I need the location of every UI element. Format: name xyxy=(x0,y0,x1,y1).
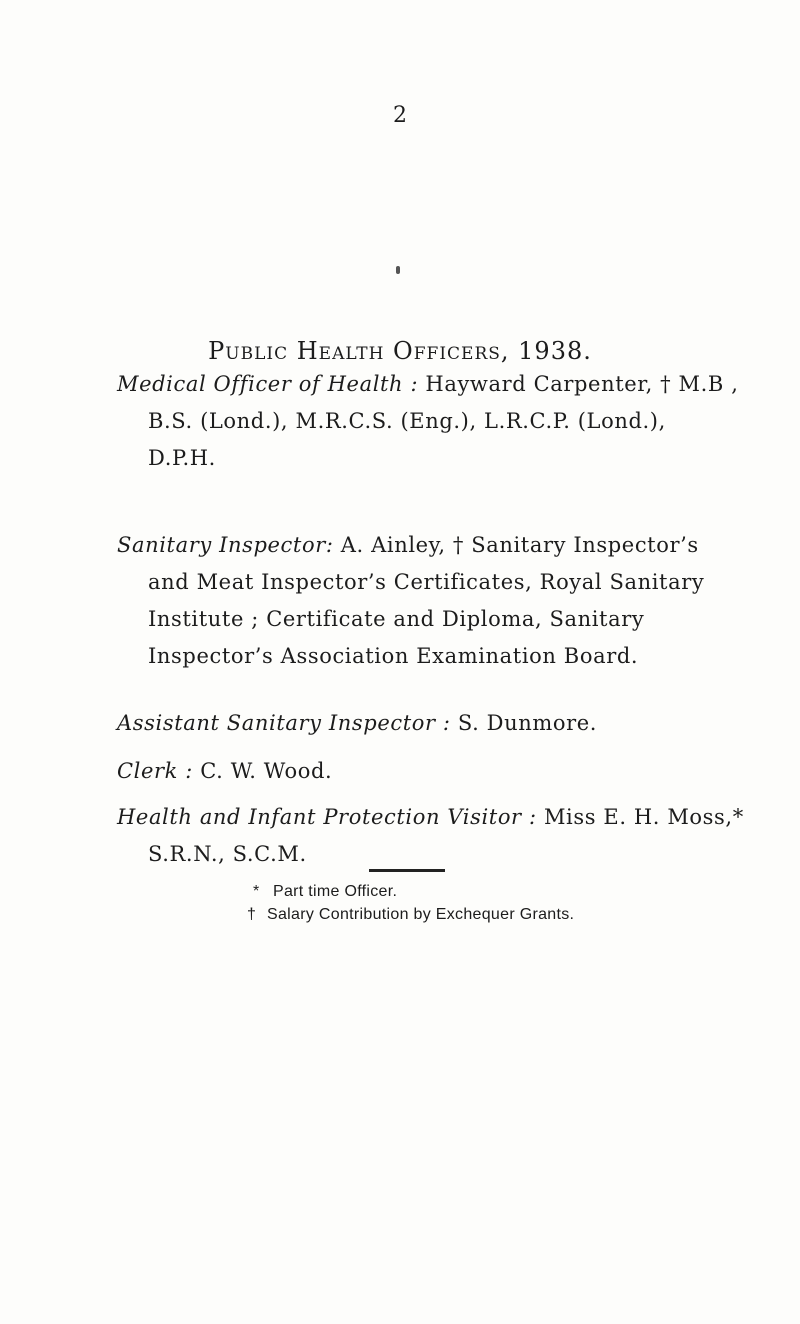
entry-first-line xyxy=(117,753,747,790)
stray-print-mark xyxy=(396,266,400,274)
entry-first-line xyxy=(117,705,747,742)
role-label: Sanitary Inspector: xyxy=(117,533,334,557)
entry-sanitary-inspector xyxy=(117,527,747,675)
footnote xyxy=(247,880,574,903)
entry-text: Institute ; Certificate and Diploma, Sanitary xyxy=(148,607,645,631)
entry-clerk xyxy=(117,753,747,790)
footnote-symbol: * xyxy=(253,883,260,900)
entry-medical-officer xyxy=(117,366,747,477)
entry-text: Inspector’s Association Examination Board. xyxy=(148,644,639,668)
entry-first-line xyxy=(117,527,747,564)
role-label: Medical Officer of Health : xyxy=(117,372,419,396)
entry-text: D.P.H. xyxy=(148,446,216,470)
entry-first-line xyxy=(117,799,747,836)
entry-text: S. Dunmore. xyxy=(457,711,598,735)
entry-assistant-sanitary-inspector xyxy=(117,705,747,742)
entry-text: S.R.N., S.C.M. xyxy=(148,842,307,866)
footnotes xyxy=(247,880,574,926)
entry-text: A. Ainley, † Sanitary Inspector’s xyxy=(340,533,699,557)
entry-text: B.S. (Lond.), M.R.C.S. (Eng.), L.R.C.P. (Lond.), xyxy=(148,409,666,433)
section-divider xyxy=(369,869,445,872)
entry-health-visitor xyxy=(117,799,747,873)
entry-text: and Meat Inspector’s Certificates, Royal Sanitary xyxy=(148,570,705,594)
entry-text: Miss E. H. Moss,* xyxy=(543,805,744,829)
entry-text: Hayward Carpenter, † M.B , xyxy=(425,372,739,396)
page-number: 2 xyxy=(393,103,407,128)
page-title: Public Health Officers, 1938. xyxy=(208,337,592,365)
footnote-text: Salary Contribution by Exchequer Grants. xyxy=(267,906,575,923)
role-label: Assistant Sanitary Inspector : xyxy=(117,711,451,735)
footnote-symbol: † xyxy=(247,906,257,923)
footnote xyxy=(247,903,574,926)
entry-first-line xyxy=(117,366,747,403)
footnote-text: Part time Officer. xyxy=(273,883,398,900)
entry-text: C. W. Wood. xyxy=(200,759,333,783)
role-label: Clerk : xyxy=(117,759,193,783)
role-label: Health and Infant Protection Visitor : xyxy=(117,805,537,829)
